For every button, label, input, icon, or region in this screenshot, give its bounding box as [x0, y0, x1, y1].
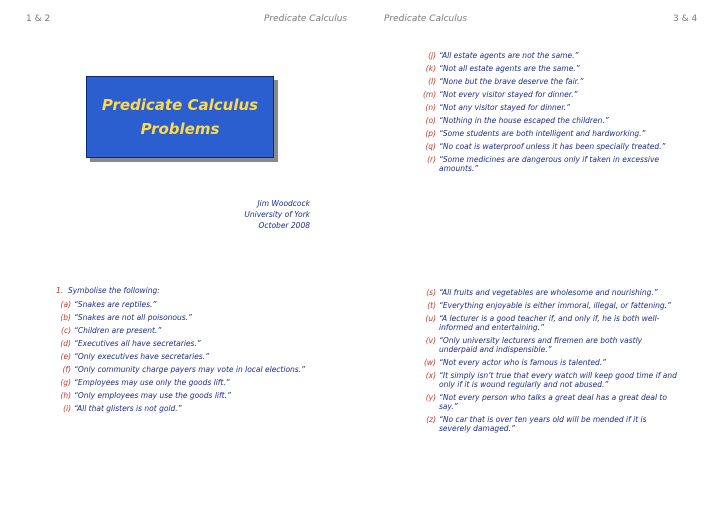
- item-text: “Everything enjoyable is either immoral, illegal, or fattening.”: [439, 301, 671, 310]
- list-item: [423, 371, 678, 389]
- list-item: [423, 415, 678, 433]
- item-text: “Executives all have secretaries.”: [74, 339, 201, 348]
- item-text: “Employees may use only the goods lift.”: [74, 378, 230, 387]
- item-label: (p): [425, 129, 436, 138]
- item-text: “Some medicines are dangerous only if taken in excessive amounts.”: [439, 155, 660, 173]
- list-item: [58, 352, 348, 361]
- item-text: “Not all estate agents are the same.”: [439, 64, 580, 73]
- item-label: (a): [60, 300, 71, 309]
- page-number-left: 1 & 2: [26, 14, 51, 24]
- list-item: [423, 301, 678, 310]
- item-label: (f): [62, 365, 71, 374]
- list-item: [423, 142, 678, 151]
- list-item: [423, 116, 678, 125]
- exercise-heading: [56, 286, 160, 295]
- item-label: (b): [60, 313, 71, 322]
- item-label: (s): [426, 288, 436, 297]
- item-text: “None but the brave deserve the fair.”: [439, 77, 584, 86]
- author-date: October 2008: [258, 221, 310, 230]
- exercise-number: 1.: [56, 286, 64, 295]
- item-label: (l): [428, 77, 436, 86]
- item-text: “Not every visitor stayed for dinner.”: [439, 90, 578, 99]
- list-item: [423, 288, 678, 297]
- author-name: Jim Woodcock: [257, 199, 310, 208]
- item-text: “Only executives have secretaries.”: [74, 352, 209, 361]
- list-item: [423, 129, 678, 138]
- list-item: [423, 393, 678, 411]
- title-line-1: Predicate Calculus: [101, 96, 259, 114]
- item-text: “Snakes are not all poisonous.”: [74, 313, 192, 322]
- list-item: [423, 64, 678, 73]
- list-item: [423, 358, 678, 367]
- list-item: [423, 77, 678, 86]
- page-number-right: 3 & 4: [673, 14, 698, 24]
- item-text: “Only community charge payers may vote in local elections.”: [74, 365, 305, 374]
- item-text: “Not any visitor stayed for dinner.”: [439, 103, 571, 112]
- item-label: (u): [425, 314, 436, 323]
- item-text: “Not every actor who is famous is talented.”: [439, 358, 607, 367]
- item-label: (e): [60, 352, 71, 361]
- list-item: [58, 404, 348, 413]
- item-text: “Children are present.”: [74, 326, 162, 335]
- list-item: [423, 155, 678, 173]
- item-text: “All fruits and vegetables are wholesome and nourishing.”: [439, 288, 658, 297]
- item-label: (h): [60, 391, 71, 400]
- item-label: (g): [60, 378, 71, 387]
- item-text: “It simply isn’t true that every watch will keep good time if and only if it is wound regularly and not abused.”: [439, 371, 677, 389]
- item-text: “All that glisters is not gold.”: [74, 404, 182, 413]
- list-item: [58, 391, 348, 400]
- list-item: [58, 339, 348, 348]
- list-item: [58, 378, 348, 387]
- item-text: “Nothing in the house escaped the children.”: [439, 116, 609, 125]
- item-label: (c): [61, 326, 71, 335]
- list-item: [423, 103, 678, 112]
- list-item: [423, 51, 678, 60]
- item-label: (t): [427, 301, 436, 310]
- item-label: (o): [425, 116, 436, 125]
- items-bottom-right-list: [423, 288, 678, 437]
- title-line-2: Problems: [140, 120, 220, 138]
- list-item: [58, 326, 348, 335]
- item-text: “Snakes are reptiles.”: [74, 300, 157, 309]
- item-text: “A lecturer is a good teacher if, and only if, he is both well-informed and entertaining.”: [439, 314, 660, 332]
- item-text: “Only employees may use the goods lift.”: [74, 391, 231, 400]
- item-label: (w): [424, 358, 436, 367]
- list-item: [423, 90, 678, 99]
- item-text: “Only university lecturers and firemen are both vastly underpaid and indispensible.”: [439, 336, 643, 354]
- item-label: (n): [425, 103, 436, 112]
- item-label: (y): [425, 393, 436, 402]
- header-title-right: Predicate Calculus: [384, 14, 468, 24]
- item-text: “Some students are both intelligent and hardworking.”: [439, 129, 646, 138]
- item-label: (x): [425, 371, 436, 380]
- items-top-right-list: [423, 51, 678, 177]
- items-left-list: [58, 300, 348, 417]
- exercise-prompt: Symbolise the following:: [67, 286, 160, 295]
- item-label: (d): [60, 339, 71, 348]
- author-affiliation: University of York: [244, 210, 310, 219]
- item-label: (q): [425, 142, 436, 151]
- header-title-left: Predicate Calculus: [264, 14, 348, 24]
- list-item: [58, 313, 348, 322]
- item-label: (r): [427, 155, 436, 164]
- item-label: (j): [428, 51, 436, 60]
- item-text: “No car that is over ten years old will be mended if it is severely damaged.”: [439, 415, 647, 433]
- item-label: (m): [423, 90, 437, 99]
- list-item: [58, 365, 348, 374]
- list-item: [58, 300, 348, 309]
- item-label: (v): [425, 336, 436, 345]
- list-item: [423, 336, 678, 354]
- item-label: (i): [63, 404, 71, 413]
- item-label: (z): [426, 415, 436, 424]
- title-box: [86, 76, 274, 158]
- author-block: [244, 198, 310, 231]
- item-label: (k): [425, 64, 436, 73]
- item-text: “Not every person who talks a great deal has a great deal to say.”: [439, 393, 667, 411]
- list-item: [423, 314, 678, 332]
- item-text: “All estate agents are not the same.”: [439, 51, 579, 60]
- item-text: “No coat is waterproof unless it has been specially treated.”: [439, 142, 666, 151]
